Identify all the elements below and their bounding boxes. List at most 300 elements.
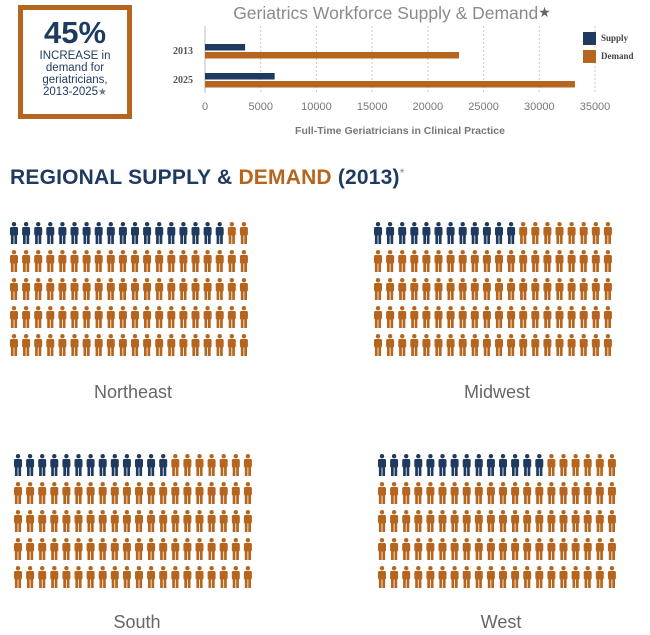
region-northeast (8, 218, 258, 402)
person-icon (123, 454, 131, 476)
person-icon (26, 482, 34, 504)
person-icon (50, 538, 58, 560)
person-icon (604, 334, 612, 356)
person-icon (568, 250, 576, 272)
person-icon (439, 482, 447, 504)
person-icon (50, 510, 58, 532)
person-icon (62, 482, 70, 504)
person-icon (531, 278, 539, 300)
stat-text: INCREASE in demand for geriatricians, 2013-2025 (39, 50, 111, 98)
x-tick-label: 20000 (412, 101, 444, 113)
person-icon (507, 278, 515, 300)
person-icon (543, 306, 551, 328)
person-icon (572, 538, 580, 560)
person-icon (543, 334, 551, 356)
legend-swatch-supply (583, 32, 596, 45)
person-icon (71, 278, 79, 300)
person-icon (390, 538, 398, 560)
person-icon (439, 454, 447, 476)
person-icon (10, 250, 18, 272)
person-icon (38, 538, 46, 560)
regional-title-highlight: DEMAND (238, 166, 332, 189)
person-icon (414, 482, 422, 504)
person-icon (463, 510, 471, 532)
person-icon (459, 278, 467, 300)
person-icon (374, 250, 382, 272)
person-icon (568, 334, 576, 356)
person-icon (451, 538, 459, 560)
person-icon (572, 566, 580, 588)
person-icon (99, 510, 107, 532)
person-icon (535, 482, 543, 504)
person-icon (447, 306, 455, 328)
person-icon (179, 306, 187, 328)
person-icon (135, 566, 143, 588)
region-label: South (113, 612, 161, 632)
person-icon (374, 278, 382, 300)
person-icon (447, 250, 455, 272)
person-icon (171, 454, 179, 476)
person-icon (592, 334, 600, 356)
person-icon (131, 222, 139, 244)
person-icon (147, 454, 155, 476)
person-icon (58, 222, 66, 244)
person-icon (208, 538, 216, 560)
person-icon (378, 454, 386, 476)
person-icon (119, 278, 127, 300)
person-icon (46, 250, 54, 272)
person-icon (519, 222, 527, 244)
person-icon (204, 334, 212, 356)
person-icon (507, 334, 515, 356)
regional-title-part2: (2013) (331, 166, 400, 189)
region-midwest (372, 218, 622, 402)
person-icon (50, 482, 58, 504)
person-icon (572, 454, 580, 476)
person-icon (99, 538, 107, 560)
person-icon (244, 538, 252, 560)
legend-swatch-demand (583, 50, 596, 63)
person-icon (592, 250, 600, 272)
person-icon (216, 306, 224, 328)
person-icon (495, 278, 503, 300)
person-icon (220, 482, 228, 504)
person-icon (556, 334, 564, 356)
person-icon (531, 250, 539, 272)
person-icon (83, 306, 91, 328)
bar-demand-2025 (205, 81, 575, 88)
person-icon (426, 510, 434, 532)
person-icon (155, 250, 163, 272)
bar-supply-2025 (205, 73, 275, 80)
person-icon (499, 566, 507, 588)
person-icon (386, 334, 394, 356)
person-icon (543, 222, 551, 244)
person-icon (123, 510, 131, 532)
person-icon (592, 278, 600, 300)
y-category-label: 2025 (173, 75, 193, 86)
person-icon (196, 510, 204, 532)
person-icon (155, 334, 163, 356)
pictogram-south (12, 450, 262, 590)
person-icon (216, 250, 224, 272)
person-icon (99, 482, 107, 504)
person-icon (507, 306, 515, 328)
person-icon (46, 278, 54, 300)
person-icon (398, 250, 406, 272)
chart-title-star: ★ (538, 4, 551, 20)
person-icon (244, 454, 252, 476)
legend-label-supply: Supply (601, 33, 629, 43)
person-icon (38, 566, 46, 588)
person-icon (422, 222, 430, 244)
person-icon (147, 510, 155, 532)
person-icon (107, 278, 115, 300)
person-icon (95, 222, 103, 244)
person-icon (483, 250, 491, 272)
person-icon (604, 222, 612, 244)
person-icon (220, 538, 228, 560)
person-icon (10, 334, 18, 356)
person-icon (463, 538, 471, 560)
person-icon (560, 510, 568, 532)
person-icon (560, 566, 568, 588)
person-icon (228, 278, 236, 300)
person-icon (523, 454, 531, 476)
person-icon (584, 538, 592, 560)
person-icon (435, 334, 443, 356)
person-icon (447, 278, 455, 300)
person-icon (216, 334, 224, 356)
person-icon (240, 250, 248, 272)
person-icon (34, 278, 42, 300)
person-icon (374, 306, 382, 328)
person-icon (111, 538, 119, 560)
person-icon (543, 250, 551, 272)
person-icon (531, 222, 539, 244)
person-icon (14, 454, 22, 476)
person-icon (568, 222, 576, 244)
person-icon (580, 334, 588, 356)
chart-title: Geriatrics Workforce Supply & Demand★ (233, 3, 551, 23)
bar-chart (160, 0, 650, 145)
person-icon (220, 566, 228, 588)
person-icon (99, 454, 107, 476)
person-icon (426, 538, 434, 560)
person-icon (390, 482, 398, 504)
person-icon (483, 334, 491, 356)
person-icon (14, 538, 22, 560)
person-icon (475, 482, 483, 504)
person-icon (584, 482, 592, 504)
person-icon (459, 250, 467, 272)
person-icon (398, 334, 406, 356)
x-tick-label: 25000 (468, 101, 499, 113)
person-icon (378, 482, 386, 504)
person-icon (487, 510, 495, 532)
stat-description (23, 50, 127, 99)
person-icon (402, 482, 410, 504)
person-icon (487, 538, 495, 560)
person-icon (232, 538, 240, 560)
person-icon (179, 278, 187, 300)
person-icon (179, 250, 187, 272)
person-icon (167, 222, 175, 244)
person-icon (10, 306, 18, 328)
person-icon (414, 454, 422, 476)
person-icon (511, 482, 519, 504)
person-icon (386, 278, 394, 300)
person-icon (390, 454, 398, 476)
person-icon (519, 250, 527, 272)
bar-supply-2013 (205, 44, 245, 51)
person-icon (451, 454, 459, 476)
person-icon (167, 250, 175, 272)
person-icon (422, 334, 430, 356)
person-icon (119, 306, 127, 328)
person-icon (58, 278, 66, 300)
person-icon (410, 222, 418, 244)
person-icon (435, 250, 443, 272)
person-icon (159, 482, 167, 504)
person-icon (386, 222, 394, 244)
stat-number: 45% (43, 15, 107, 50)
person-icon (46, 334, 54, 356)
person-icon (531, 334, 539, 356)
person-icon (83, 222, 91, 244)
person-icon (196, 566, 204, 588)
person-icon (131, 334, 139, 356)
person-icon (487, 454, 495, 476)
x-tick-label: 5000 (248, 101, 273, 113)
person-icon (183, 454, 191, 476)
x-tick-label: 10000 (301, 101, 332, 113)
person-icon (183, 566, 191, 588)
person-icon (95, 250, 103, 272)
regional-title (10, 166, 405, 190)
person-icon (475, 454, 483, 476)
person-icon (499, 454, 507, 476)
person-icon (147, 482, 155, 504)
person-icon (208, 454, 216, 476)
person-icon (410, 306, 418, 328)
person-icon (547, 482, 555, 504)
person-icon (592, 306, 600, 328)
person-icon (34, 222, 42, 244)
person-icon (447, 222, 455, 244)
person-icon (143, 278, 151, 300)
person-icon (535, 454, 543, 476)
person-icon (568, 306, 576, 328)
person-icon (531, 306, 539, 328)
person-icon (511, 510, 519, 532)
person-icon (179, 222, 187, 244)
person-icon (547, 566, 555, 588)
person-icon (451, 510, 459, 532)
person-icon (596, 510, 604, 532)
person-icon (38, 510, 46, 532)
person-icon (204, 250, 212, 272)
person-icon (71, 222, 79, 244)
stat-box (18, 5, 132, 119)
person-icon (519, 306, 527, 328)
person-icon (143, 306, 151, 328)
person-icon (572, 482, 580, 504)
person-icon (378, 510, 386, 532)
person-icon (119, 222, 127, 244)
person-icon (183, 482, 191, 504)
person-icon (398, 306, 406, 328)
region-south (12, 450, 262, 632)
person-icon (386, 306, 394, 328)
person-icon (123, 482, 131, 504)
person-icon (568, 278, 576, 300)
pictogram-midwest (372, 218, 622, 358)
person-icon (83, 250, 91, 272)
person-icon (580, 278, 588, 300)
person-icon (511, 566, 519, 588)
person-icon (435, 278, 443, 300)
person-icon (604, 250, 612, 272)
person-icon (46, 222, 54, 244)
bar-demand-2013 (205, 52, 459, 59)
person-icon (596, 538, 604, 560)
person-icon (459, 306, 467, 328)
person-icon (119, 334, 127, 356)
person-icon (147, 566, 155, 588)
person-icon (107, 306, 115, 328)
person-icon (560, 538, 568, 560)
person-icon (556, 250, 564, 272)
person-icon (216, 222, 224, 244)
person-icon (75, 454, 83, 476)
person-icon (483, 222, 491, 244)
person-icon (495, 250, 503, 272)
person-icon (171, 538, 179, 560)
person-icon (228, 250, 236, 272)
person-icon (523, 566, 531, 588)
person-icon (244, 566, 252, 588)
person-icon (463, 482, 471, 504)
person-icon (10, 278, 18, 300)
person-icon (240, 222, 248, 244)
person-icon (439, 510, 447, 532)
person-icon (58, 250, 66, 272)
y-category-label: 2013 (173, 46, 193, 57)
person-icon (87, 454, 95, 476)
person-icon (183, 538, 191, 560)
person-icon (483, 278, 491, 300)
person-icon (499, 482, 507, 504)
person-icon (83, 334, 91, 356)
person-icon (523, 510, 531, 532)
person-icon (535, 566, 543, 588)
person-icon (75, 482, 83, 504)
person-icon (99, 566, 107, 588)
person-icon (159, 538, 167, 560)
person-icon (572, 510, 580, 532)
person-icon (131, 306, 139, 328)
person-icon (232, 482, 240, 504)
person-icon (439, 566, 447, 588)
person-icon (71, 250, 79, 272)
person-icon (499, 510, 507, 532)
person-icon (471, 250, 479, 272)
person-icon (34, 306, 42, 328)
person-icon (232, 566, 240, 588)
person-icon (220, 454, 228, 476)
person-icon (556, 306, 564, 328)
person-icon (560, 482, 568, 504)
stat-star-icon: ★ (98, 87, 107, 98)
person-icon (471, 278, 479, 300)
person-icon (547, 454, 555, 476)
person-icon (580, 222, 588, 244)
person-icon (159, 510, 167, 532)
person-icon (107, 334, 115, 356)
person-icon (584, 566, 592, 588)
person-icon (159, 566, 167, 588)
person-icon (131, 278, 139, 300)
person-icon (196, 538, 204, 560)
person-icon (410, 334, 418, 356)
person-icon (584, 510, 592, 532)
person-icon (159, 454, 167, 476)
person-icon (38, 454, 46, 476)
person-icon (119, 250, 127, 272)
person-icon (46, 306, 54, 328)
person-icon (523, 538, 531, 560)
person-icon (87, 482, 95, 504)
person-icon (560, 454, 568, 476)
person-icon (511, 538, 519, 560)
person-icon (107, 250, 115, 272)
person-icon (556, 278, 564, 300)
person-icon (147, 538, 155, 560)
person-icon (402, 538, 410, 560)
person-icon (244, 482, 252, 504)
person-icon (62, 566, 70, 588)
person-icon (26, 454, 34, 476)
person-icon (471, 222, 479, 244)
x-tick-label: 0 (201, 101, 209, 113)
person-icon (179, 334, 187, 356)
person-icon (499, 538, 507, 560)
person-icon (402, 510, 410, 532)
person-icon (435, 306, 443, 328)
person-icon (62, 510, 70, 532)
person-icon (414, 510, 422, 532)
person-icon (111, 482, 119, 504)
person-icon (204, 306, 212, 328)
person-icon (475, 566, 483, 588)
person-icon (75, 510, 83, 532)
person-icon (487, 482, 495, 504)
person-icon (95, 334, 103, 356)
person-icon (511, 454, 519, 476)
person-icon (167, 306, 175, 328)
person-icon (26, 566, 34, 588)
person-icon (523, 482, 531, 504)
person-icon (71, 334, 79, 356)
person-icon (196, 454, 204, 476)
person-icon (14, 482, 22, 504)
person-icon (402, 566, 410, 588)
x-tick-label: 35000 (579, 101, 611, 113)
person-icon (447, 334, 455, 356)
pictogram-northeast (8, 218, 258, 358)
person-icon (38, 482, 46, 504)
